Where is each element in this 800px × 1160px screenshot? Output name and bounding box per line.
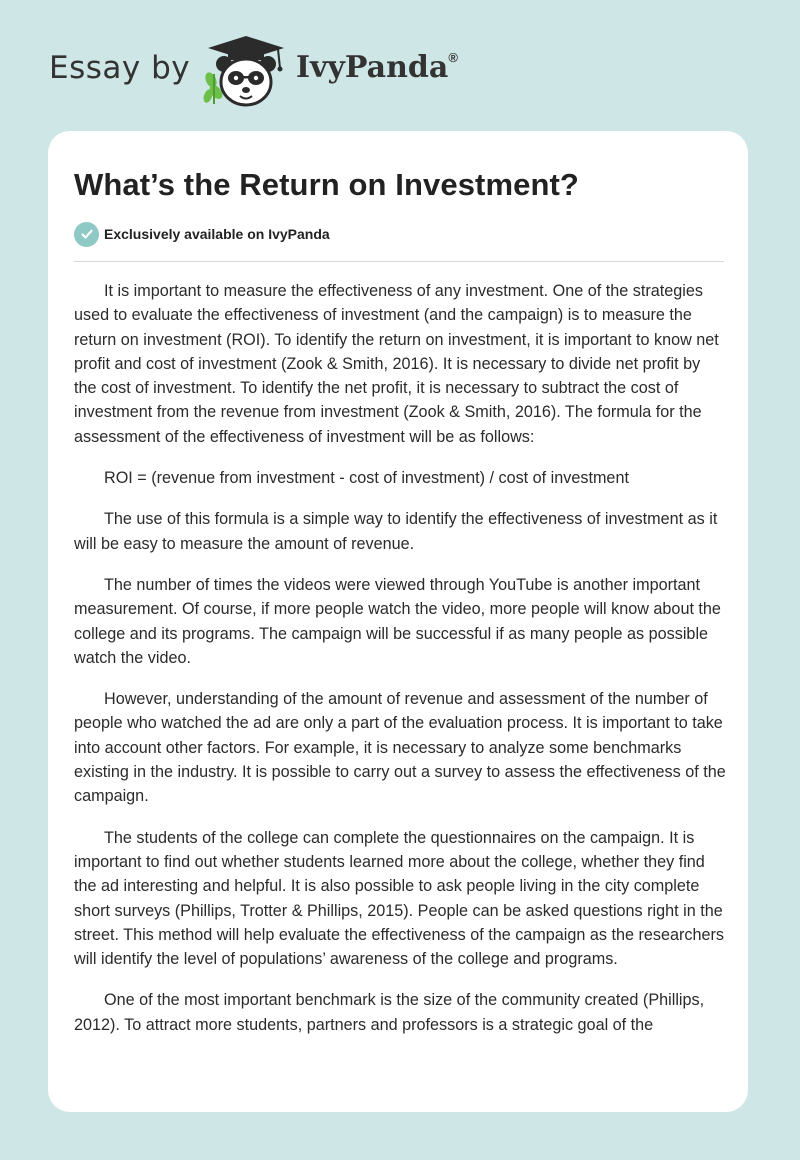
check-icon <box>74 222 99 247</box>
registered-mark: ® <box>448 50 458 65</box>
paragraph: However, understanding of the amount of revenue and assessment of the number of people who watched the ad are only a part of the evaluation process. It is important to take into account other factors. For example, it is necessary to analyze some benchmarks existing in the industry. It is possible to carry out a survey to assess the effectiveness of the campaign. <box>74 690 726 806</box>
divider <box>74 261 724 262</box>
paragraph: The number of times the videos were viewed through YouTube is another important measurement. Of course, if more people watch the video, more people will know about the college and its programs. The campaign will be successful if as many people as possible watch the video. <box>74 575 721 667</box>
site-header <box>0 0 800 130</box>
roi-formula: ROI = (revenue from investment - cost of investment) / cost of investment <box>104 469 629 488</box>
panda-logo-icon[interactable] <box>198 30 294 110</box>
paragraph: The use of this formula is a simple way to identify the effectiveness of investment as it will be easy to measure the amount of revenue. <box>74 510 718 553</box>
brand-name-text: IvyPanda <box>296 50 449 85</box>
essay-card <box>48 131 748 1112</box>
essay-body <box>74 279 726 1054</box>
essay-by-label: Essay by <box>49 50 191 86</box>
essay-title: What’s the Return on Investment? <box>74 167 579 202</box>
paragraph: It is important to measure the effectiveness of any investment. One of the strategies used to evaluate the effectiveness of investment (and the campaign) is to measure the return on investment (ROI). To identify the return on investment, it is important to know net profit and cost of investment (Zook & Smith, 2016). It is necessary to divide net profit by the cost of investment. To identify the net profit, it is necessary to subtract the cost of investment from the revenue from investment (Zook & Smith, 2016). The formula for the assessment of the effectiveness of investment will be as follows: <box>74 282 719 446</box>
paragraph: The students of the college can complete the questionnaires on the campaign. It is important to find out whether students learned more about the college, whether they find the ad interesting and helpful. It is also possible to ask people living in the city complete short surveys (Phillips, Trotter & Phillips, 2015). People can be asked questions right in the street. This method will help evaluate the effectiveness of the campaign as the researchers will identify the level of populations’ awareness of the college and programs. <box>74 828 724 969</box>
brand-name[interactable] <box>296 50 458 85</box>
exclusive-badge <box>74 221 330 247</box>
paragraph: One of the most important benchmark is the size of the community created (Phillips, 2012). To attract more students, partners and professors is a strategic goal of the <box>74 991 705 1034</box>
badge-label: Exclusively available on IvyPanda <box>104 226 330 242</box>
